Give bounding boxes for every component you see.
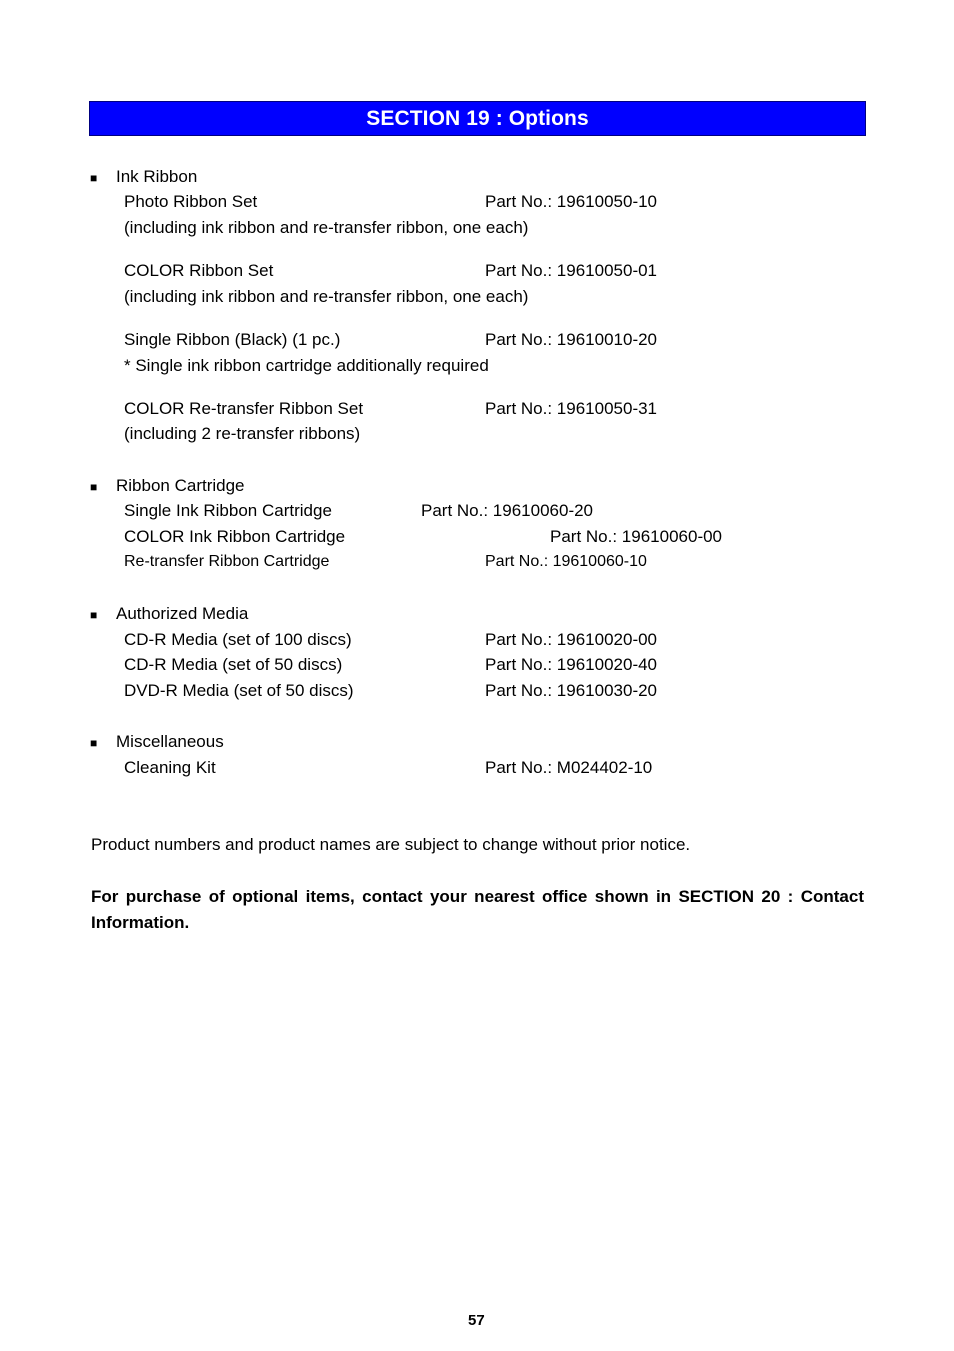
part-number: Part No.: 19610050-01 <box>485 261 658 280</box>
item-name: Re-transfer Ribbon Cartridge <box>124 553 330 570</box>
part-number: Part No.: 19610060-00 <box>550 527 723 546</box>
authorized-media-heading: Authorized Media <box>116 604 249 623</box>
misc-heading: Miscellaneous <box>116 732 224 751</box>
bullet-icon: ■ <box>90 736 98 750</box>
item-name: CD-R Media (set of 50 discs) <box>124 655 343 674</box>
bullet-icon: ■ <box>90 480 98 494</box>
part-number: Part No.: 19610050-10 <box>485 192 658 211</box>
purchase-note: For purchase of optional items, contact your nearest office shown in SECTION 20 : Contact Information. <box>91 887 864 932</box>
item-note: (including ink ribbon and re-transfer ribbon, one each) <box>124 218 529 237</box>
item-name: COLOR Ink Ribbon Cartridge <box>124 527 346 546</box>
part-number: Part No.: 19610060-10 <box>485 553 647 570</box>
section-title: SECTION 19 : Options <box>366 106 589 130</box>
item-name: CD-R Media (set of 100 discs) <box>124 630 352 649</box>
item-name: COLOR Re-transfer Ribbon Set <box>124 399 364 418</box>
item-name: Single Ink Ribbon Cartridge <box>124 501 332 520</box>
part-number: Part No.: 19610060-20 <box>421 501 594 520</box>
item-name: Photo Ribbon Set <box>124 192 258 211</box>
ribbon-cartridge-heading: Ribbon Cartridge <box>116 476 245 495</box>
item-name: Single Ribbon (Black) (1 pc.) <box>124 330 341 349</box>
item-note: (including 2 re-transfer ribbons) <box>124 424 361 443</box>
part-number: Part No.: M024402-10 <box>485 758 653 777</box>
change-notice: Product numbers and product names are subject to change without prior notice. <box>91 835 691 854</box>
part-number: Part No.: 19610050-31 <box>485 399 658 418</box>
part-number: Part No.: 19610030-20 <box>485 681 658 700</box>
part-number: Part No.: 19610010-20 <box>485 330 658 349</box>
item-note: * Single ink ribbon cartridge additionally required <box>124 356 489 375</box>
bullet-icon: ■ <box>90 608 98 622</box>
ink-ribbon-heading: Ink Ribbon <box>116 167 198 186</box>
item-name: Cleaning Kit <box>124 758 216 777</box>
section-banner <box>89 101 866 136</box>
part-number: Part No.: 19610020-00 <box>485 630 658 649</box>
item-note: (including ink ribbon and re-transfer ribbon, one each) <box>124 287 529 306</box>
item-name: COLOR Ribbon Set <box>124 261 274 280</box>
bullet-icon: ■ <box>90 171 98 185</box>
part-number: Part No.: 19610020-40 <box>485 655 658 674</box>
item-name: DVD-R Media (set of 50 discs) <box>124 681 354 700</box>
page-number: 57 <box>468 1312 485 1329</box>
